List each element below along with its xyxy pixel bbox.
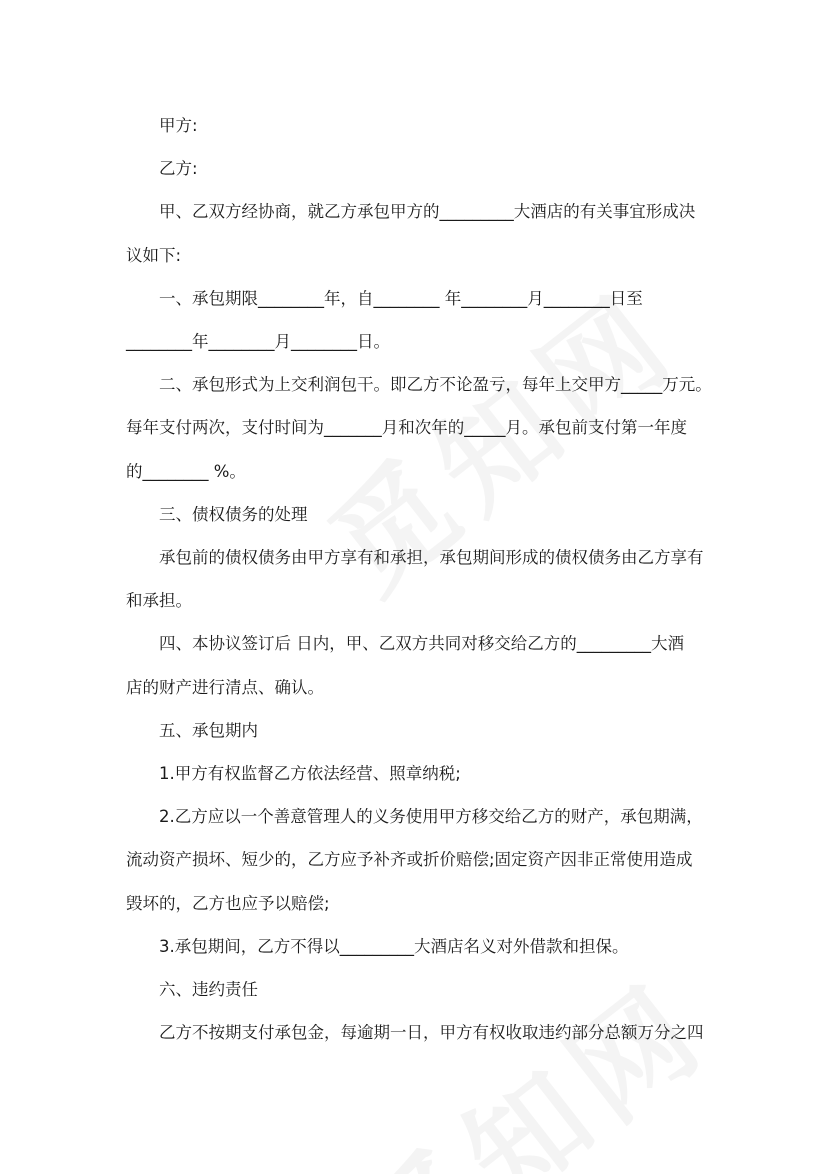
text-line: 流动资产损坏、短少的，乙方应予补齐或折价赔偿;固定资产因非正常使用造成 (126, 850, 693, 870)
text-line: 每年支付两次，支付时间为_______月和次年的_____月。承包前支付第一年度 (126, 418, 687, 438)
text-line: 甲、乙双方经协商，就乙方承包甲方的_________大酒店的有关事宜形成决 (159, 202, 696, 222)
text-line: 2.乙方应以一个善意管理人的义务使用甲方移交给乙方的财产，承包期满， (159, 807, 703, 827)
text-line: 店的财产进行清点、确认。 (126, 677, 324, 697)
text-line: 六、违约责任 (159, 980, 258, 1000)
text-line: 二、承包形式为上交利润包干。即乙方不论盈亏，每年上交甲方_____万元。 (159, 375, 712, 395)
text-line: 的________ %。 (126, 461, 246, 481)
text-line: 承包前的债权债务由甲方享有和承担，承包期间形成的债权债务由乙方享有 (159, 548, 704, 568)
text-line: 3.承包期间，乙方不得以_________大酒店名义对外借款和担保。 (159, 936, 629, 956)
text-line: 五、承包期内 (159, 720, 258, 740)
text-line: 三、债权债务的处理 (159, 504, 308, 524)
text-line: 四、本协议签订后 日内，甲、乙双方共同对移交给乙方的_________大酒 (159, 634, 684, 654)
text-line: 甲方: (159, 116, 198, 135)
text-line: 和承担。 (126, 591, 192, 611)
text-line: 议如下: (126, 245, 182, 265)
text-line: 毁坏的，乙方也应予以赔偿; (126, 893, 330, 913)
text-line: ________年________月________日。 (126, 332, 390, 352)
contract-body (126, 104, 711, 1054)
text-line: 一、承包期限________年，自________ 年________月________日至 (159, 288, 643, 308)
text-line: 乙方不按期支付承包金，每逾期一日，甲方有权收取违约部分总额万分之四 (159, 1023, 704, 1043)
text-line: 1.甲方有权监督乙方依法经营、照章纳税; (159, 764, 461, 784)
text-line: 乙方: (159, 159, 198, 179)
